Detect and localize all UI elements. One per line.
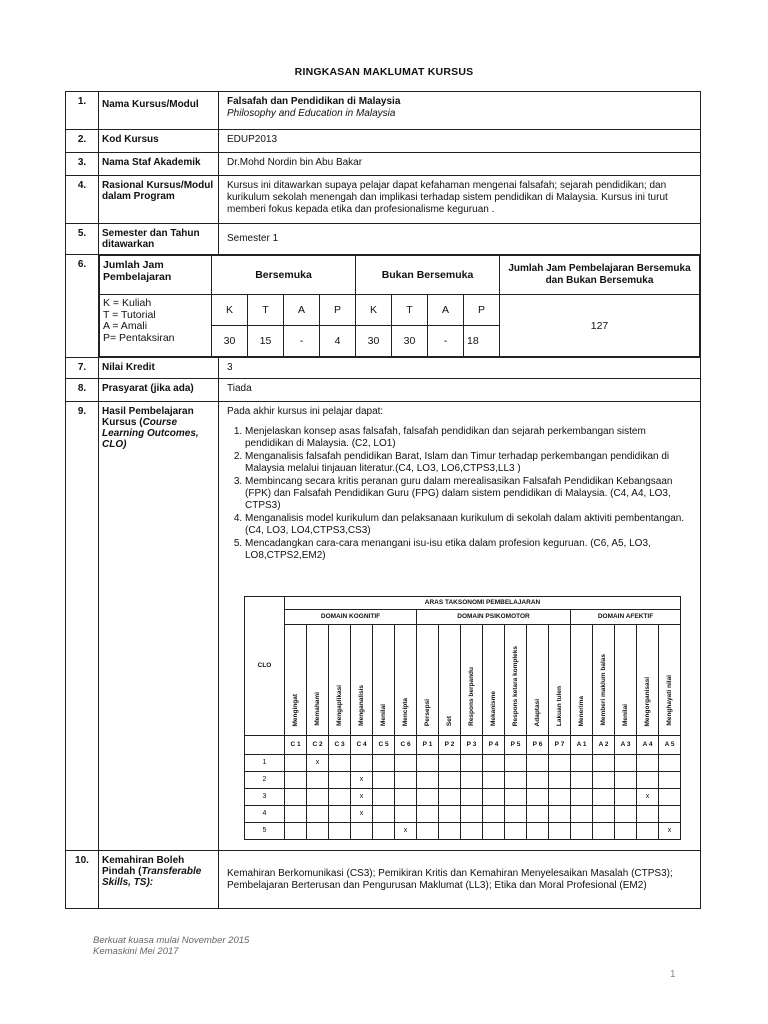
- row-academic-staff: [66, 153, 701, 176]
- course-name-en: Philosophy and Education in Malaysia: [227, 108, 396, 119]
- hours-code: K: [356, 295, 392, 326]
- taxonomy-level: [373, 625, 395, 736]
- clo-intro: Pada akhir kursus ini pelajar dapat:: [227, 406, 384, 417]
- hours-value: -: [428, 326, 464, 357]
- taxonomy-mark: [395, 806, 417, 823]
- taxonomy-level-label: Menganalisis: [357, 685, 365, 726]
- taxonomy-mark: [461, 823, 483, 840]
- clo-list: [227, 426, 692, 562]
- taxonomy-mark: [461, 806, 483, 823]
- taxonomy-mark: x: [351, 772, 373, 789]
- taxonomy-heading: ARAS TAKSONOMI PEMBELAJARAN: [285, 597, 681, 610]
- course-summary-table: [65, 91, 701, 909]
- taxonomy-mark: [307, 789, 329, 806]
- page-number: 1: [670, 969, 676, 980]
- taxonomy-clo-row: [245, 823, 681, 840]
- taxonomy-clo-number: 2: [245, 772, 285, 789]
- taxonomy-code-blank: [245, 736, 285, 755]
- total-hours-header: Jumlah Jam Pembelajaran Bersemuka dan Bukan Bersemuka: [500, 256, 700, 295]
- footer-updated: Kemaskini Mei 2017: [93, 946, 179, 957]
- row-transferable-skills: [66, 851, 701, 909]
- taxonomy-mark: [461, 772, 483, 789]
- taxonomy-level: [637, 625, 659, 736]
- taxonomy-domain: DOMAIN AFEKTIF: [571, 610, 681, 625]
- taxonomy-level-row: [245, 625, 681, 736]
- row-label: Prasyarat (jika ada): [99, 379, 219, 402]
- face-to-face-header: Bersemuka: [212, 256, 356, 295]
- row-label: Nama Staf Akademik: [99, 153, 219, 176]
- taxonomy-mark: [351, 755, 373, 772]
- row-credit: [66, 358, 701, 379]
- taxonomy-code: P 1: [417, 736, 439, 755]
- taxonomy-level-label: Adaptasi: [533, 698, 541, 726]
- hours-value: 30: [212, 326, 248, 357]
- academic-staff-value: Dr.Mohd Nordin bin Abu Bakar: [219, 153, 701, 176]
- taxonomy-code: P 5: [505, 736, 527, 755]
- transferable-skills-value: Kemahiran Berkomunikasi (CS3); Pemikiran Kritis dan Kemahiran Menyelesaikan Masalah (CTPS3); Pembelajaran Berterusan dan Pengurusan Maklumat (LL3); Etika dan Moral Profesional (EM2): [219, 851, 701, 909]
- taxonomy-domain: DOMAIN PSIKOMOTOR: [417, 610, 571, 625]
- taxonomy-level-label: Respons berpandu: [467, 667, 475, 726]
- credit-value: 3: [219, 358, 701, 379]
- taxonomy-mark: [549, 789, 571, 806]
- taxonomy-mark: [505, 806, 527, 823]
- clo-item: 3. Membincang secara kritis peranan guru dalam merealisasikan Falsafah Pendidikan Kebangsaan (FPK) dan Falsafah Pendidikan Guru (FPG) dalam sistem pendidikan di Malaysia. (C4, A4, LO3, CTPS3): [245, 476, 692, 512]
- taxonomy-mark: [373, 755, 395, 772]
- taxonomy-mark: [417, 772, 439, 789]
- taxonomy-code-row: [245, 736, 681, 755]
- hours-value: 18: [464, 326, 500, 357]
- legend-pentaksiran: P= Pentaksiran: [103, 331, 175, 344]
- taxonomy-mark: [307, 772, 329, 789]
- row-number: 4.: [66, 176, 99, 224]
- row-prerequisite: [66, 379, 701, 402]
- taxonomy-level: [549, 625, 571, 736]
- hours-code: P: [464, 295, 500, 326]
- taxonomy-mark: [615, 755, 637, 772]
- row-number: 9.: [66, 402, 99, 851]
- taxonomy-mark: [417, 806, 439, 823]
- taxonomy-corner: CLO: [245, 597, 285, 736]
- row-course-code: [66, 130, 701, 153]
- document-footer: [93, 935, 249, 957]
- taxonomy-mark: x: [351, 789, 373, 806]
- taxonomy-mark: [659, 772, 681, 789]
- hours-value: -: [284, 326, 320, 357]
- taxonomy-mark: [439, 789, 461, 806]
- taxonomy-level: [505, 625, 527, 736]
- taxonomy-mark: [637, 806, 659, 823]
- taxonomy-mark: [439, 823, 461, 840]
- taxonomy-level: [615, 625, 637, 736]
- taxonomy-mark: [395, 789, 417, 806]
- taxonomy-mark: x: [659, 823, 681, 840]
- hours-code: P: [320, 295, 356, 326]
- taxonomy-mark: [395, 755, 417, 772]
- taxonomy-code: C 6: [395, 736, 417, 755]
- taxonomy-level-label: Menerima: [577, 695, 585, 726]
- rationale-value: Kursus ini ditawarkan supaya pelajar dapat kefahaman mengenai falsafah; sejarah pendidikan; dan kurikulum sekolah menengah dan implikasi terhadap sistem pendidikan di Malaysia. Kursus ini turut memberi fokus kepada etika dan profesionalisme keguruan .: [219, 176, 701, 224]
- taxonomy-mark: [285, 823, 307, 840]
- taxonomy-mark: [593, 755, 615, 772]
- taxonomy-code: A 5: [659, 736, 681, 755]
- ts-label-ms: Kemahiran Boleh Pindah (: [102, 855, 185, 877]
- row-number: 10.: [66, 851, 99, 909]
- taxonomy-mark: [439, 772, 461, 789]
- taxonomy-level: [571, 625, 593, 736]
- taxonomy-heading-row: [245, 597, 681, 610]
- row-label: Nilai Kredit: [99, 358, 219, 379]
- taxonomy-code: P 3: [461, 736, 483, 755]
- hours-code: A: [428, 295, 464, 326]
- ts-label-en: Transferable Skills, TS):: [102, 866, 202, 888]
- taxonomy-mark: x: [307, 755, 329, 772]
- taxonomy-mark: [549, 755, 571, 772]
- taxonomy-level: [329, 625, 351, 736]
- taxonomy-level: [527, 625, 549, 736]
- taxonomy-mark: [329, 755, 351, 772]
- taxonomy-level-label: Mengingat: [291, 693, 299, 726]
- taxonomy-level-label: Mencipta: [401, 697, 409, 726]
- taxonomy-mark: [571, 823, 593, 840]
- taxonomy-domain-row: [245, 610, 681, 625]
- row-semester: [66, 224, 701, 255]
- clo-item: 2. Menganalisis falsafah pendidikan Barat, Islam dan Timur terhadap perkembangan pendidikan di Malaysia melalui tinjauan literatur.(C4, LO3, LO6,CTPS3,LL3 ): [245, 451, 692, 475]
- taxonomy-mark: [461, 755, 483, 772]
- row-rationale: [66, 176, 701, 224]
- clo-label-en: Course Learning Outcomes, CLO): [102, 417, 199, 450]
- taxonomy-mark: [329, 789, 351, 806]
- taxonomy-level-label: Respons ketara kompleks: [511, 645, 519, 726]
- row-learning-hours: [66, 255, 701, 358]
- taxonomy-mark: [571, 755, 593, 772]
- taxonomy-mark: [505, 755, 527, 772]
- taxonomy-code: P 4: [483, 736, 505, 755]
- taxonomy-mark: [615, 806, 637, 823]
- taxonomy-level-label: Memberi maklum balas: [599, 654, 607, 726]
- learning-hours-cell: [99, 255, 701, 358]
- taxonomy-mark: x: [351, 806, 373, 823]
- taxonomy-mark: [571, 789, 593, 806]
- taxonomy-mark: [285, 789, 307, 806]
- hours-code: K: [212, 295, 248, 326]
- hours-code: A: [284, 295, 320, 326]
- taxonomy-clo-row: [245, 789, 681, 806]
- total-hours-value: 127: [500, 295, 700, 357]
- clo-item: 1. Menjelaskan konsep asas falsafah, falsafah pendidikan dan sejarah perkembangan sistem pendidikan di Malaysia. (C2, LO1): [245, 426, 692, 450]
- taxonomy-mark: [329, 806, 351, 823]
- taxonomy-mark: [549, 823, 571, 840]
- taxonomy-mark: [571, 772, 593, 789]
- taxonomy-mark: [659, 806, 681, 823]
- taxonomy-mark: [307, 823, 329, 840]
- taxonomy-mark: [285, 806, 307, 823]
- taxonomy-level: [593, 625, 615, 736]
- footer-effective: Berkuat kuasa mulai November 2015: [93, 935, 250, 946]
- taxonomy-mark: [527, 789, 549, 806]
- row-number: 6.: [66, 255, 99, 358]
- taxonomy-code: C 1: [285, 736, 307, 755]
- hours-code: T: [248, 295, 284, 326]
- taxonomy-level-label: Persepsi: [423, 698, 431, 726]
- taxonomy-clo-number: 4: [245, 806, 285, 823]
- row-number: 8.: [66, 379, 99, 402]
- course-code-value: EDUP2013: [219, 130, 701, 153]
- taxonomy-mark: [329, 772, 351, 789]
- taxonomy-mark: [527, 806, 549, 823]
- taxonomy-mark: [351, 823, 373, 840]
- row-course-name: [66, 92, 701, 130]
- taxonomy-mark: x: [637, 789, 659, 806]
- taxonomy-mark: [637, 772, 659, 789]
- taxonomy-mark: [373, 772, 395, 789]
- hours-value: 4: [320, 326, 356, 357]
- hours-legend: [100, 295, 212, 357]
- taxonomy-code: P 2: [439, 736, 461, 755]
- taxonomy-level-label: Memahami: [313, 692, 321, 726]
- learning-outcomes-value: [219, 402, 701, 851]
- taxonomy-code: C 2: [307, 736, 329, 755]
- taxonomy-level-label: Lakuan tulen: [555, 685, 563, 726]
- taxonomy-level: [439, 625, 461, 736]
- taxonomy-code: C 3: [329, 736, 351, 755]
- taxonomy-mark: [373, 806, 395, 823]
- taxonomy-clo-row: [245, 755, 681, 772]
- taxonomy-mark: [659, 789, 681, 806]
- clo-item: 5. Mencadangkan cara-cara menangani isu-isu etika dalam profesion keguruan. (C6, A5, LO3, LO8,CTPS2,EM2): [245, 538, 692, 562]
- taxonomy-level-label: Set: [445, 715, 453, 726]
- row-number: 3.: [66, 153, 99, 176]
- taxonomy-mark: [329, 823, 351, 840]
- taxonomy-mark: [637, 823, 659, 840]
- taxonomy-mark: [593, 789, 615, 806]
- taxonomy-mark: [505, 823, 527, 840]
- taxonomy-domain: DOMAIN KOGNITIF: [285, 610, 417, 625]
- legend-amali: A = Amali: [103, 320, 148, 332]
- row-learning-outcomes: [66, 402, 701, 851]
- taxonomy-mark: [417, 789, 439, 806]
- taxonomy-code: A 4: [637, 736, 659, 755]
- taxonomy-level: [659, 625, 681, 736]
- taxonomy-mark: [593, 823, 615, 840]
- taxonomy-mark: [571, 806, 593, 823]
- taxonomy-mark: [483, 789, 505, 806]
- taxonomy-clo-number: 5: [245, 823, 285, 840]
- taxonomy-mark: [373, 789, 395, 806]
- taxonomy-mark: [307, 806, 329, 823]
- row-label: Semester dan Tahun ditawarkan: [99, 224, 219, 255]
- taxonomy-mark: [483, 755, 505, 772]
- taxonomy-mark: [285, 772, 307, 789]
- row-label: [99, 851, 219, 909]
- clo-item: 4. Menganalisis model kurikulum dan pelaksanaan kurikulum di sekolah dalam aktiviti pembentangan. (C4, LO3, LO4,CTPS3,CS3): [245, 513, 692, 537]
- taxonomy-level: [417, 625, 439, 736]
- taxonomy-mark: [615, 789, 637, 806]
- row-number: 1.: [66, 92, 99, 130]
- taxonomy-level-label: Menilai: [379, 703, 387, 726]
- taxonomy-mark: [505, 772, 527, 789]
- hours-code: T: [392, 295, 428, 326]
- taxonomy-mark: [439, 755, 461, 772]
- taxonomy-code: P 6: [527, 736, 549, 755]
- taxonomy-level-label: Mengaplikasi: [335, 685, 343, 726]
- taxonomy-mark: [593, 806, 615, 823]
- taxonomy-level-label: Menilai: [621, 703, 629, 726]
- taxonomy-mark: [439, 806, 461, 823]
- non-face-to-face-header: Bukan Bersemuka: [356, 256, 500, 295]
- hours-value: 30: [392, 326, 428, 357]
- taxonomy-code: A 2: [593, 736, 615, 755]
- taxonomy-mark: [505, 789, 527, 806]
- row-number: 2.: [66, 130, 99, 153]
- taxonomy-mark: [549, 772, 571, 789]
- taxonomy-mark: [527, 755, 549, 772]
- taxonomy-mark: [483, 772, 505, 789]
- taxonomy-code: A 3: [615, 736, 637, 755]
- taxonomy-mark: [527, 772, 549, 789]
- taxonomy-clo-row: [245, 772, 681, 789]
- row-number: 5.: [66, 224, 99, 255]
- document-title: RINGKASAN MAKLUMAT KURSUS: [294, 66, 474, 78]
- learning-hours-grid: [99, 255, 700, 357]
- hours-value: 30: [356, 326, 392, 357]
- clo-label-ms: Hasil Pembelajaran Kursus (: [102, 406, 194, 428]
- taxonomy-level: [461, 625, 483, 736]
- row-number: 7.: [66, 358, 99, 379]
- taxonomy-code: C 4: [351, 736, 373, 755]
- taxonomy-level-label: Mengorganisasi: [643, 676, 651, 726]
- taxonomy-clo-row: [245, 806, 681, 823]
- taxonomy-mark: [417, 823, 439, 840]
- legend-tutorial: T = Tutorial: [103, 308, 156, 321]
- hours-value: 15: [248, 326, 284, 357]
- taxonomy-level: [483, 625, 505, 736]
- taxonomy-level: [307, 625, 329, 736]
- taxonomy-code: A 1: [571, 736, 593, 755]
- semester-value: Semester 1: [219, 224, 701, 255]
- taxonomy-clo-number: 1: [245, 755, 285, 772]
- taxonomy-level-label: Menghayati nilai: [665, 675, 673, 726]
- taxonomy-mark: [461, 789, 483, 806]
- course-name-ms: Falsafah dan Pendidikan di Malaysia: [227, 96, 401, 107]
- row-label: Nama Kursus/Modul: [99, 92, 219, 130]
- taxonomy-clo-number: 3: [245, 789, 285, 806]
- row-label: Kod Kursus: [99, 130, 219, 153]
- course-name-value: [219, 92, 701, 130]
- taxonomy-wrapper: [244, 596, 692, 840]
- taxonomy-mark: [285, 755, 307, 772]
- taxonomy-mark: [549, 806, 571, 823]
- taxonomy-mark: x: [395, 823, 417, 840]
- taxonomy-level: [351, 625, 373, 736]
- taxonomy-mark: [527, 823, 549, 840]
- taxonomy-code: C 5: [373, 736, 395, 755]
- taxonomy-mark: [593, 772, 615, 789]
- taxonomy-table: [244, 596, 681, 840]
- taxonomy-mark: [483, 806, 505, 823]
- row-label: [99, 402, 219, 851]
- taxonomy-level: [285, 625, 307, 736]
- taxonomy-level-label: Mekanisme: [489, 690, 497, 726]
- taxonomy-mark: [659, 755, 681, 772]
- taxonomy-mark: [637, 755, 659, 772]
- legend-kuliah: K = Kuliah: [103, 297, 152, 309]
- taxonomy-mark: [615, 823, 637, 840]
- taxonomy-mark: [483, 823, 505, 840]
- taxonomy-mark: [373, 823, 395, 840]
- row-label: Rasional Kursus/Modul dalam Program: [99, 176, 219, 224]
- taxonomy-level: [395, 625, 417, 736]
- taxonomy-mark: [615, 772, 637, 789]
- row-label: Jumlah Jam Pembelajaran: [100, 256, 212, 295]
- taxonomy-code: P 7: [549, 736, 571, 755]
- taxonomy-mark: [395, 772, 417, 789]
- taxonomy-mark: [417, 755, 439, 772]
- prerequisite-value: Tiada: [219, 379, 701, 402]
